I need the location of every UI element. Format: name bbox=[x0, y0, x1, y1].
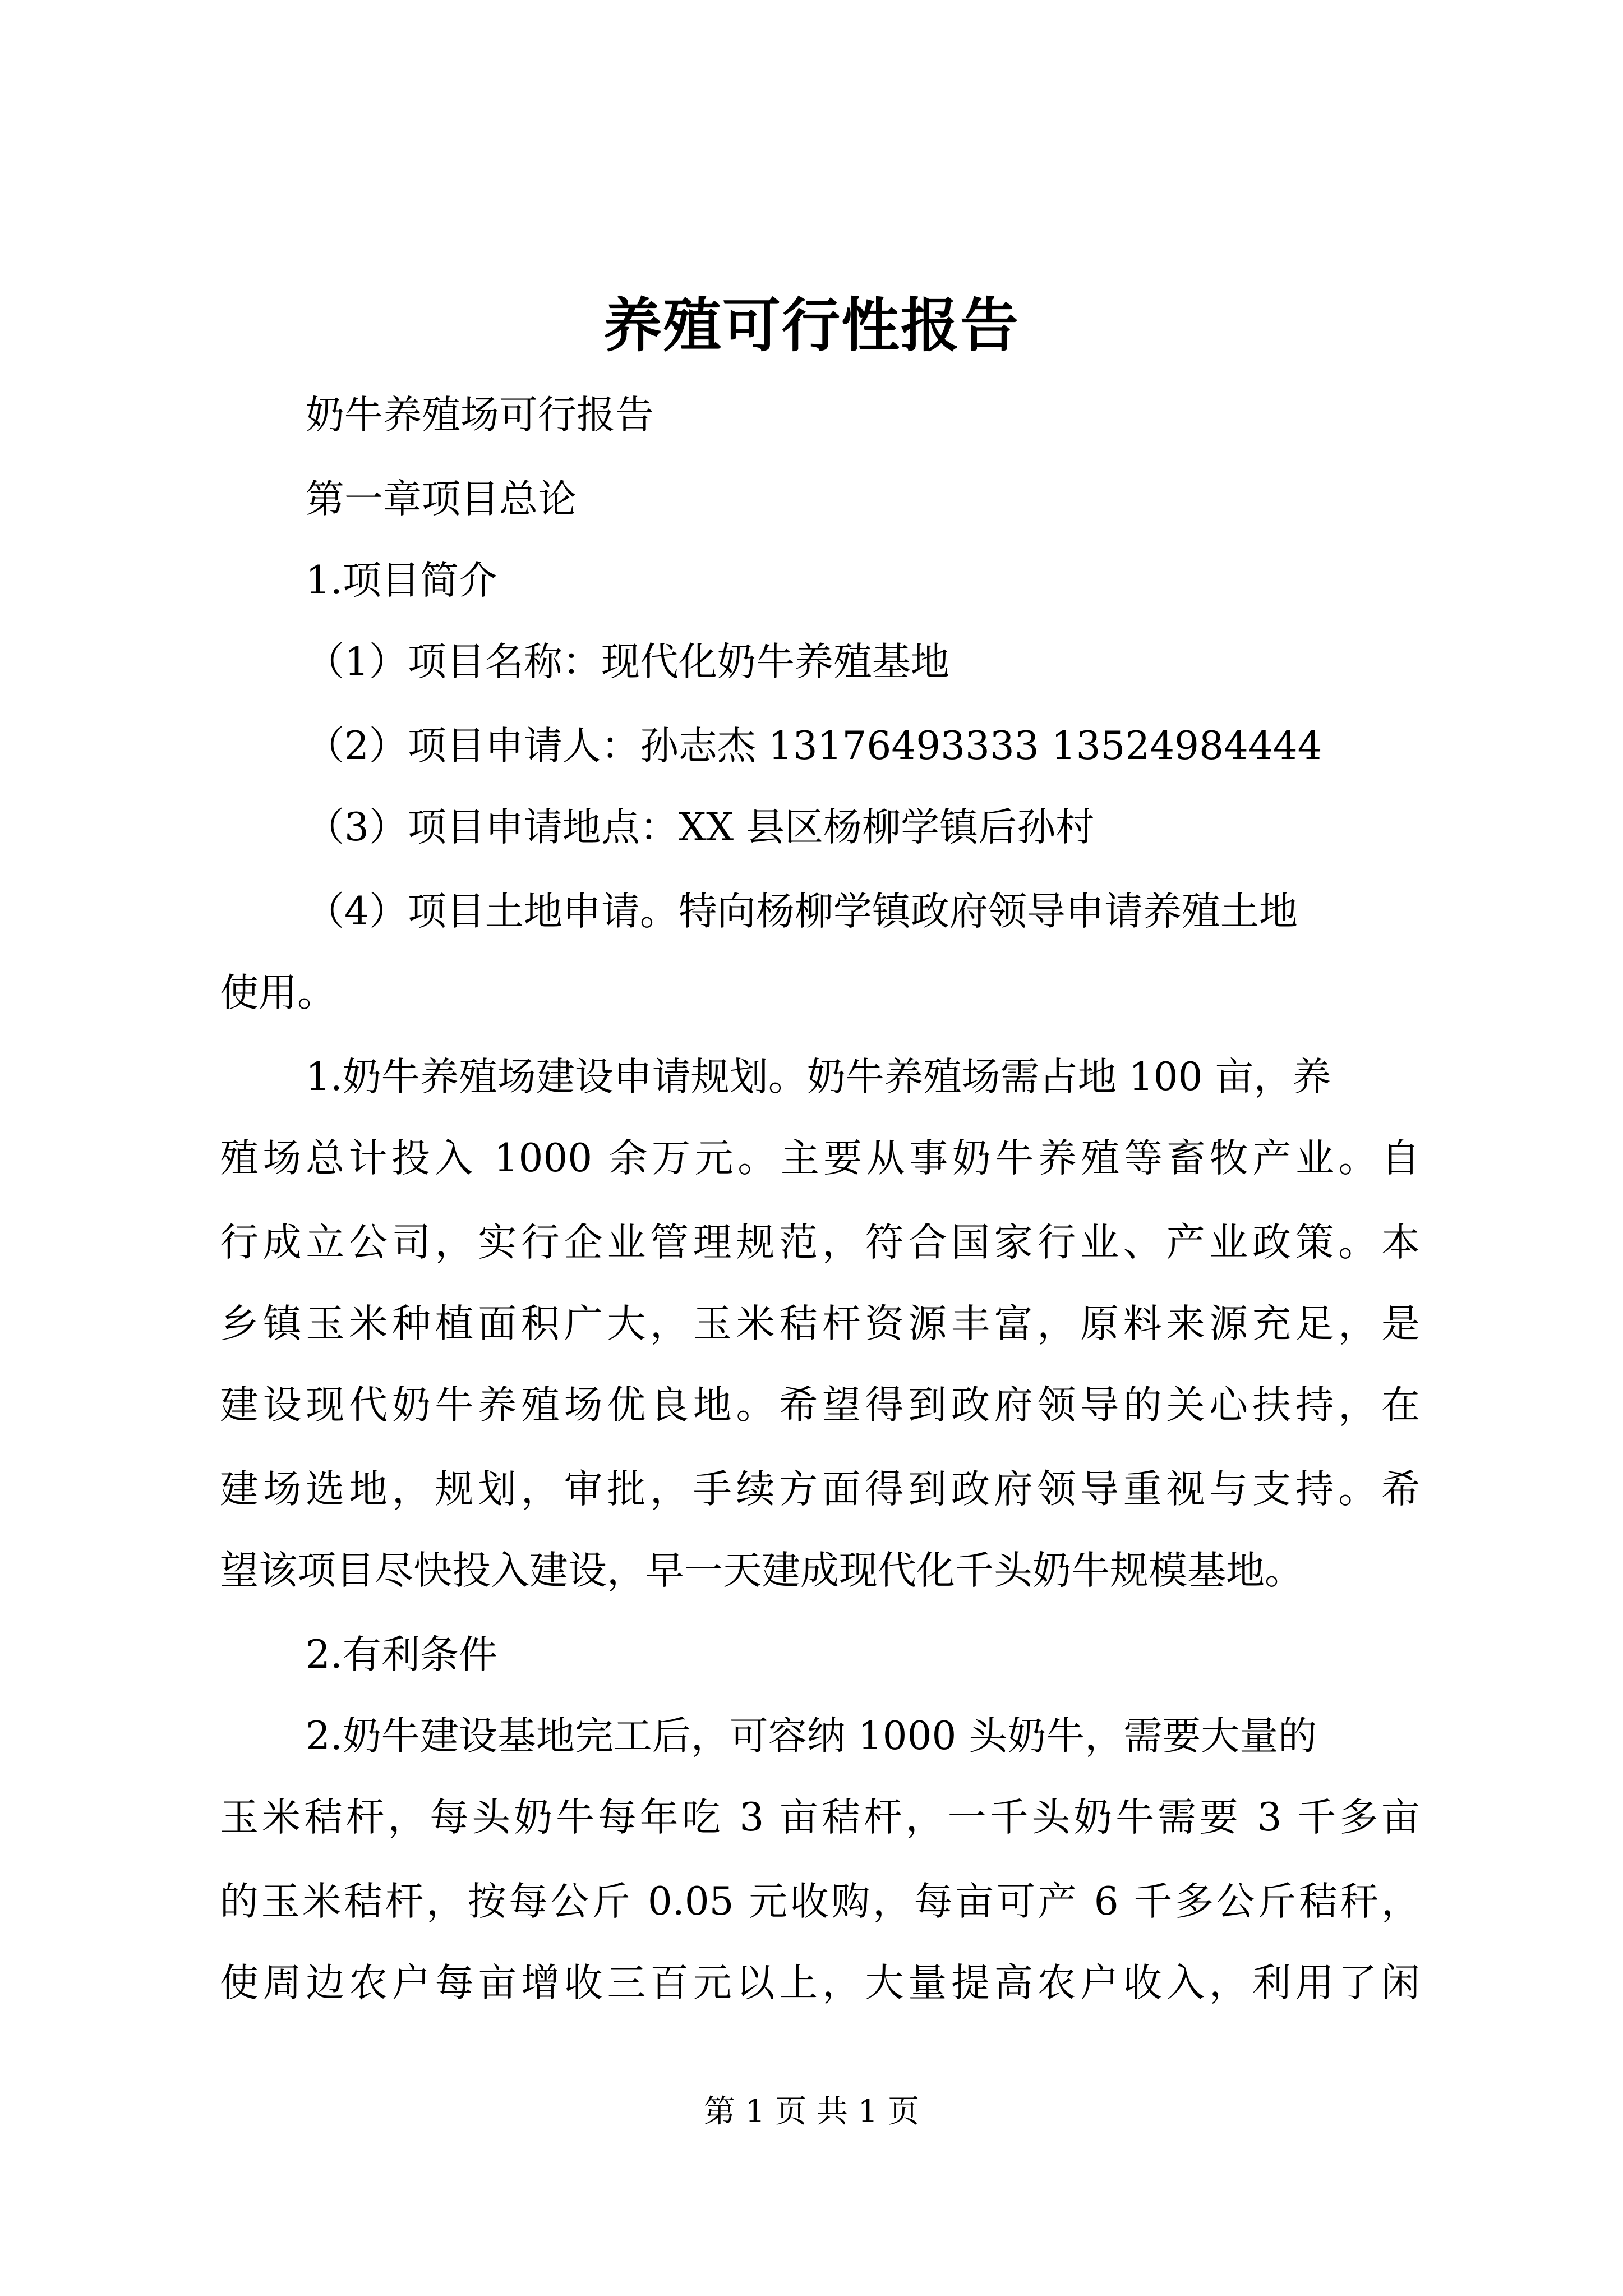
item-line: （2）项目申请人：孙志杰 13176493333 13524984444 bbox=[306, 724, 1322, 769]
body-line: 使周边农户每亩增收三百元以上，大量提高农户收入，利用了闲 bbox=[220, 1961, 1420, 2005]
page-footer: 第 1 页 共 1 页 bbox=[703, 2093, 920, 2130]
body-line: 行成立公司，实行企业管理规范，符合国家行业、产业政策。本 bbox=[220, 1220, 1420, 1265]
body-line: 使用。 bbox=[220, 970, 336, 1015]
section-heading: 1.项目简介 bbox=[306, 558, 497, 603]
paragraph-first-line: 1.奶牛养殖场建设申请规划。奶牛养殖场需占地 100 亩，养 bbox=[306, 1055, 1331, 1099]
chapter-heading: 第一章项目总论 bbox=[306, 477, 577, 522]
item-line: （1）项目名称：现代化奶牛养殖基地 bbox=[306, 639, 949, 684]
body-line: 殖场总计投入 1000 余万元。主要从事奶牛养殖等畜牧产业。自 bbox=[220, 1136, 1420, 1181]
body-line: 玉米秸杆，每头奶牛每年吃 3 亩秸杆，一千头奶牛需要 3 千多亩 bbox=[220, 1795, 1420, 1840]
body-line: 乡镇玉米种植面积广大，玉米秸杆资源丰富，原料来源充足，是 bbox=[220, 1301, 1420, 1346]
body-line: 建场选地，规划，审批，手续方面得到政府领导重视与支持。希 bbox=[220, 1467, 1420, 1512]
item-line: （4）项目土地申请。特向杨柳学镇政府领导申请养殖土地 bbox=[306, 889, 1298, 934]
subtitle-line: 奶牛养殖场可行报告 bbox=[306, 393, 654, 438]
document-title: 养殖可行性报告 bbox=[603, 291, 1020, 360]
body-line: 的玉米秸杆，按每公斤 0.05 元收购，每亩可产 6 千多公斤秸秆， bbox=[220, 1879, 1420, 1924]
body-line: 建设现代奶牛养殖场优良地。希望得到政府领导的关心扶持，在 bbox=[220, 1383, 1420, 1428]
item-line: （3）项目申请地点：XX 县区杨柳学镇后孙村 bbox=[306, 805, 1095, 850]
body-line: 望该项目尽快投入建设，早一天建成现代化千头奶牛规模基地。 bbox=[220, 1548, 1303, 1593]
section-heading: 2.有利条件 bbox=[306, 1632, 497, 1677]
paragraph-first-line: 2.奶牛建设基地完工后，可容纳 1000 头奶牛，需要大量的 bbox=[306, 1714, 1317, 1759]
